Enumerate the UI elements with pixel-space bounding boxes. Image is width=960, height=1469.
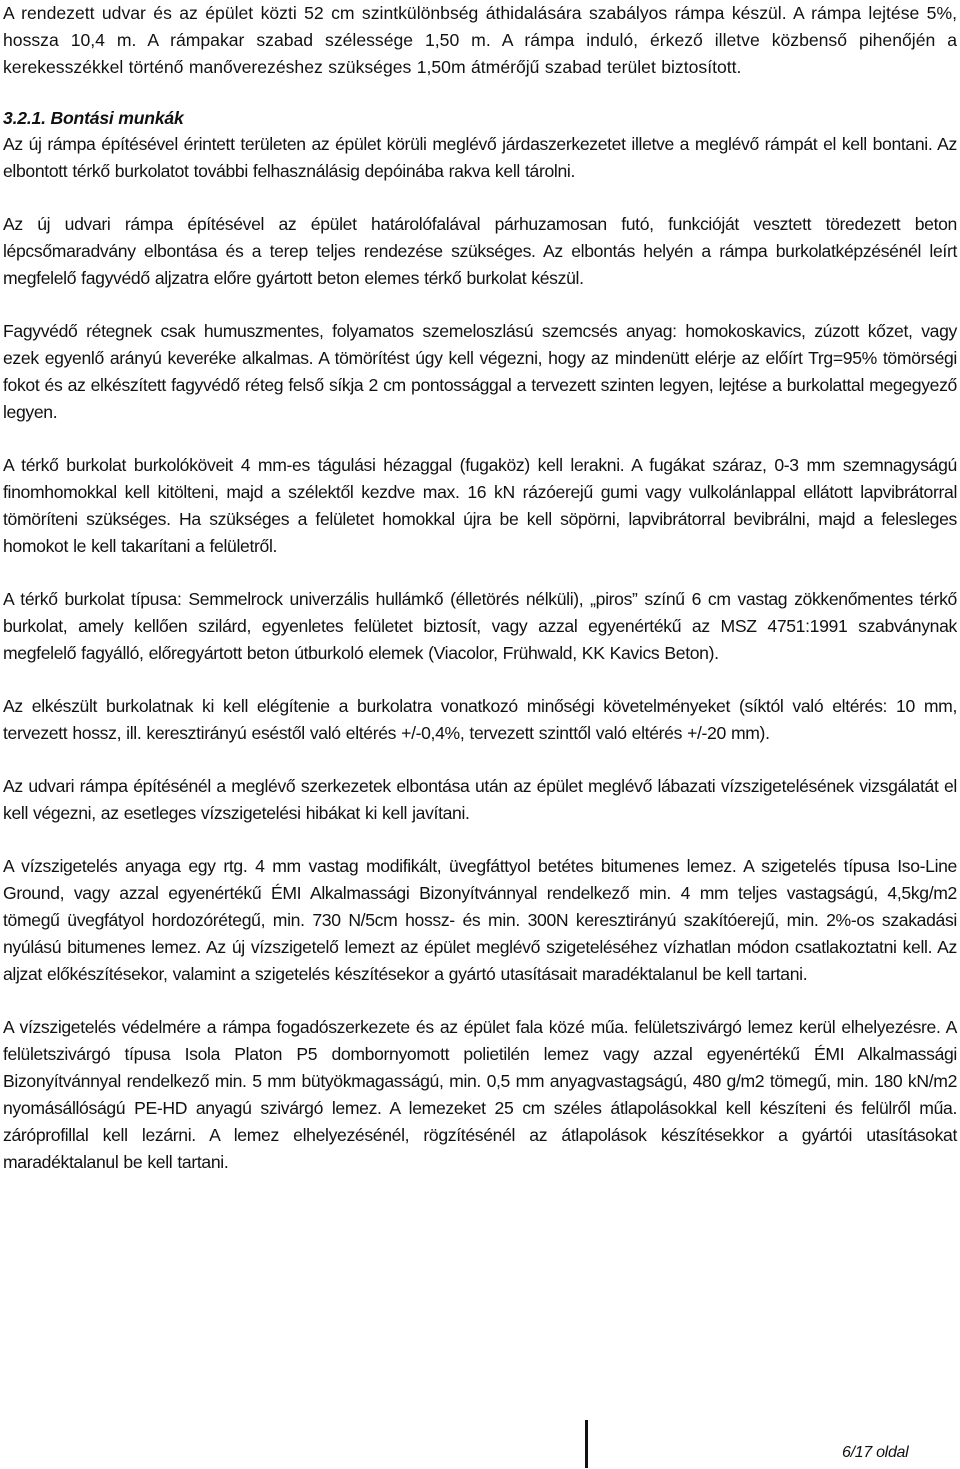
footer-divider: [585, 1420, 588, 1468]
section-heading-demolition: 3.2.1. Bontási munkák: [3, 108, 184, 128]
paragraph-paving-type: A térkő burkolat típusa: Semmelrock univerzális hullámkő (élletörés nélküli), „piros” színű 6 cm vastag zökkenőmentes térkő burkolat, amely kellően szilárd, egyenletes felületet biztosít, vagy azzal egyenértékű az MSZ 4751:1991 szabványnak megfelelő fagyálló, előregyártott beton útburkoló elemek (Viacolor, Frühwald, KK Kavics Beton).: [3, 589, 957, 663]
paragraph-waterproofing-inspection: Az udvari rámpa építésénél a meglévő szerkezetek elbontása után az épület meglévő lábazati vízszigetelésének vizsgálatát el kell végezni, az esetleges vízszigetelési hibákat ki kell javítani.: [3, 776, 957, 823]
paragraph-waterproofing-material: A vízszigetelés anyaga egy rtg. 4 mm vastag modifikált, üvegfáttyol betétes bitumenes lemez. A szigetelés típusa Iso-Line Ground, vagy azzal egyenértékű ÉMI Alkalmassági Bizonyítvánnyal rendelkező min. 4 mm teljes vastagságú, 4,5kg/m2 tömegű üvegfátyol hordozórétegű, min. 730 N/5cm hossz- és min. 300N keresztirányú szakítóerejű, min. 2%-os szakadási nyúlású bitumenes lemez. Az új vízszigetelő lemezt az épület meglévő szigeteléséhez vízhatlan módon csatlakoztatni kell. Az aljzat előkészítésekor, valamint a szigetelés készítésekor a gyártó utasításait maradéktalanul be kell tartani.: [3, 856, 957, 984]
paragraph-drainage-membrane: A vízszigetelés védelmére a rámpa fogadószerkezete és az épület fala közé műa. felületszivárgó lemez kerül elhelyezésre. A felületszivárgó típusa Isola Platon P5 dombornyomott polietilén lemez vagy azzal egyenértékű ÉMI Alkalmassági Bizonyítvánnyal rendelkező min. 5 mm bütyökmagasságú, min. 0,5 mm anyagvastagságú, 480 g/m2 tömegű, min. 180 kN/m2 nyomásállóságú PE-HD anyagú szivárgó lemez. A lemezeket 25 cm széles átlapolásokkal kell készíteni és felülről műa. záróprofillal kell lezárni. A lemez elhelyezésénél, rögzítésénél az átlapolások készítésekkor a gyártói utasításokat maradéktalanul be kell tartani.: [3, 1017, 957, 1172]
paragraph-stair-remnant: Az új udvari rámpa építésével az épület határolófalával párhuzamosan futó, funkcióját vesztett töredezett beton lépcsőmaradvány elbontása és a terep teljes rendezése szükséges. Az elbontás helyén a rámpa burkolatképzésénél leírt megfelelő fagyvédő aljzatra előre gyártott beton elemes térkő burkolat készül.: [3, 214, 957, 288]
paragraph-paving-joints: A térkő burkolat burkolóköveit 4 mm-es tágulási hézaggal (fugaköz) kell lerakni. A fugákat száraz, 0-3 mm szemnagyságú finomhomokkal kell kitölteni, majd a szélektől kezdve max. 16 kN rázóerejű gumi vagy vulkolánlappal ellátott lapvibrátorral tömöríteni szükséges. Ha szükséges a felületet homokkal újra be kell söpörni, lapvibrátorral bevibrálni, majd a felesleges homokot le kell takarítani a felületről.: [3, 455, 957, 556]
paragraph-frost-layer: Fagyvédő rétegnek csak humuszmentes, folyamatos szemeloszlású szemcsés anyag: homokoskavics, zúzott kőzet, vagy ezek egyenlő arányú keveréke alkalmas. A tömörítést úgy kell végezni, hogy az mindenütt elérje az előírt Trg=95% tömörségi fokot és az elkészített fagyvédő réteg felső síkja 2 cm pontossággal a tervezett szinten legyen, lejtése a burkolattal megegyező legyen.: [3, 321, 957, 422]
paragraph-demolition-scope: Az új rámpa építésével érintett területen az épület körüli meglévő járdaszerkezetet illetve a meglévő rámpát el kell bontani. Az elbontott térkő burkolatot további felhasználásig depóinába rakva kell tárolni.: [3, 134, 957, 181]
page-number: 6/17 oldal: [842, 1444, 909, 1461]
paragraph-ramp-description: A rendezett udvar és az épület közti 52 cm szintkülönbség áthidalására szabályos rámpa készül. A rámpa lejtése 5%, hossza 10,4 m. A rámpakar szabad szélessége 1,50 m. A rámpa induló, érkező illetve közbenső pihenőjén a kerekesszékkel történő manőverezéshez szükséges 1,50m átmérőjű szabad terület biztosított.: [3, 3, 957, 77]
paragraph-tolerances: Az elkészült burkolatnak ki kell elégítenie a burkolatra vonatkozó minőségi követelményeket (síktól való eltérés: 10 mm, tervezett hossz, ill. keresztirányú eséstől való eltérés +/-0,4%, tervezett szinttől való eltérés +/-20 mm).: [3, 696, 957, 743]
document-page: [3, 0, 957, 1176]
